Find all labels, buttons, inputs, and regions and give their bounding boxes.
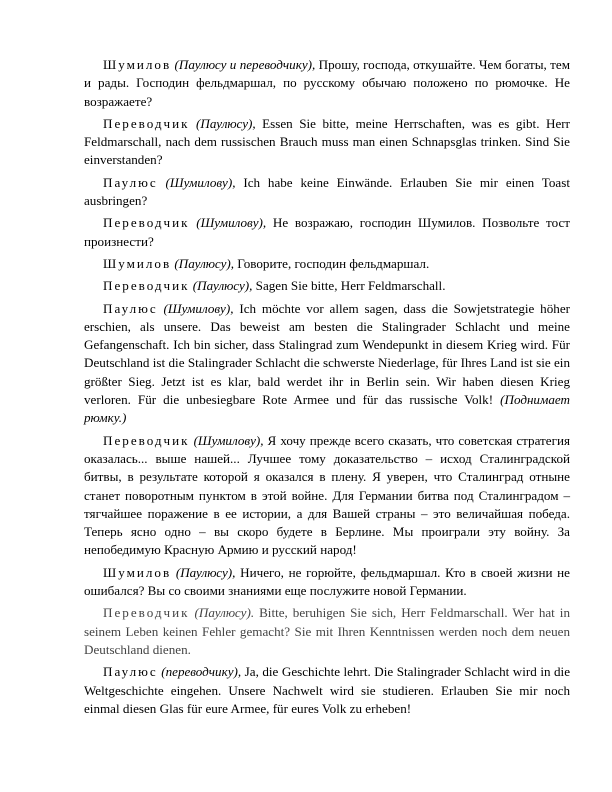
speaker-name: Шумилов bbox=[103, 255, 172, 271]
stage-direction: (Паулюсу), bbox=[174, 255, 235, 271]
stage-direction: (Шумилову), bbox=[196, 215, 267, 231]
dialogue-line bbox=[84, 56, 570, 111]
line-text: Прошу, господа, откушайте. Чем богаты, тем и рады. Господин фельдмаршал, по русскому обычаю положено по рюмочке. Не возражаете? bbox=[84, 57, 570, 109]
dialogue-line bbox=[84, 255, 570, 273]
speaker-name: Паулюс bbox=[103, 664, 158, 680]
speaker-name: Переводчик bbox=[103, 278, 190, 294]
speaker-name: Паулюс bbox=[103, 300, 158, 316]
stage-direction-trailing: (Поднимает рюмку.) bbox=[84, 392, 570, 426]
line-text: Sagen Sie bitte, Herr Feldmarschall. bbox=[252, 278, 446, 294]
line-text: Я хочу прежде всего сказать, что советская стратегия оказалась... выше нашей... Лучшее тому доказательство – исход Сталинградской битвы, в результате которой я оказался в плену. Я уверен, что Сталинград отныне станет поворотным пунктом в этой войне. Для Германии битва под Сталинградом – тягчайшее поражение в ее истории, а для Вашей страны – это величайшая победа. Теперь ясно одно – вы скоро будете в Берлине. Мы проиграли эту войну. За непобедимую Красную Армию и русский народ! bbox=[84, 432, 570, 558]
speaker-name: Переводчик bbox=[103, 115, 190, 131]
speaker-name: Переводчик bbox=[103, 432, 190, 448]
script-text bbox=[84, 56, 570, 722]
stage-direction: (Паулюсу), bbox=[192, 278, 253, 294]
stage-direction: (Паулюсу). bbox=[194, 605, 255, 621]
dialogue-line bbox=[84, 174, 570, 211]
stage-direction: (Шумилову), bbox=[165, 174, 236, 190]
dialogue-line bbox=[84, 604, 570, 659]
speaker-name: Шумилов bbox=[103, 564, 172, 580]
stage-direction: (Паулюсу), bbox=[196, 115, 256, 131]
line-text: Не возражаю, господин Шумилов. Позвольте тост произнести? bbox=[84, 215, 570, 249]
line-text: Essen Sie bitte, meine Herrschaften, was es gibt. Herr Feldmarschall, nach dem russischen Brauch muss man einen Schnapsglas trinken. Sind Sie einverstanden? bbox=[84, 115, 570, 168]
speaker-name: Шумилов bbox=[103, 57, 172, 72]
line-text: Bitte, beruhigen Sie sich, Herr Feldmarschall. Wer hat in seinem Leben keinen Fehler gemacht? Sie mit Ihren Kenntnissen werden noch dem neuen Deutschland dienen. bbox=[84, 605, 570, 657]
line-text: Ничего, не горюйте, фельдмаршал. Кто в своей жизни не ошибался? Вы со своими знаниями еще послужите новой Германии. bbox=[84, 564, 570, 599]
dialogue-line bbox=[84, 432, 570, 560]
stage-direction: (Шумилову), bbox=[163, 300, 234, 316]
line-text: Говорите, господин фельдмаршал. bbox=[234, 255, 430, 271]
stage-direction: (Паулюсу и переводчику), bbox=[174, 57, 316, 72]
stage-direction: (переводчику), bbox=[161, 664, 242, 680]
dialogue-line bbox=[84, 115, 570, 170]
line-text: Ja, die Geschichte lehrt. Die Stalingrader Schlacht wird in die Weltgeschichte eingehen. Unsere Nachwelt wird sie studieren. Erlauben Sie mir noch einmal diesen Glas für eure Armee, für eures Volk zu erheben! bbox=[84, 664, 570, 716]
speaker-name: Переводчик bbox=[103, 215, 190, 231]
dialogue-line bbox=[84, 663, 570, 718]
stage-direction: (Паулюсу), bbox=[175, 564, 236, 580]
dialogue-line bbox=[84, 277, 570, 295]
dialogue-line bbox=[84, 300, 570, 428]
dialogue-line bbox=[84, 564, 570, 601]
line-text: Ich habe keine Einwände. Erlauben Sie mir einen Toast ausbringen? bbox=[84, 174, 570, 209]
dialogue-line bbox=[84, 214, 570, 251]
speaker-name: Переводчик bbox=[103, 605, 190, 621]
stage-direction: (Шумилову), bbox=[193, 432, 264, 448]
line-text: Ich möchte vor allem sagen, dass die Sowjetstrategie höher erschien, als unsere. Das beweist am besten die Stalingrader Schlacht und meine Gefangenschaft. Ich bin sicher, dass Stalingrad zum Wendepunkt in diesem Krieg wird. Für Deutschland ist die Stalingrader Schlacht die schwerste Niederlage, für Ihres Land ist sie ein größter Sieg. Jetzt ist es klar, bald werdet ihr in Berlin sein. Wir haben diesen Krieg verloren. Für die unbesiegbare Rote Armee und für das russische Volk! bbox=[84, 300, 570, 408]
speaker-name: Паулюс bbox=[103, 174, 158, 190]
